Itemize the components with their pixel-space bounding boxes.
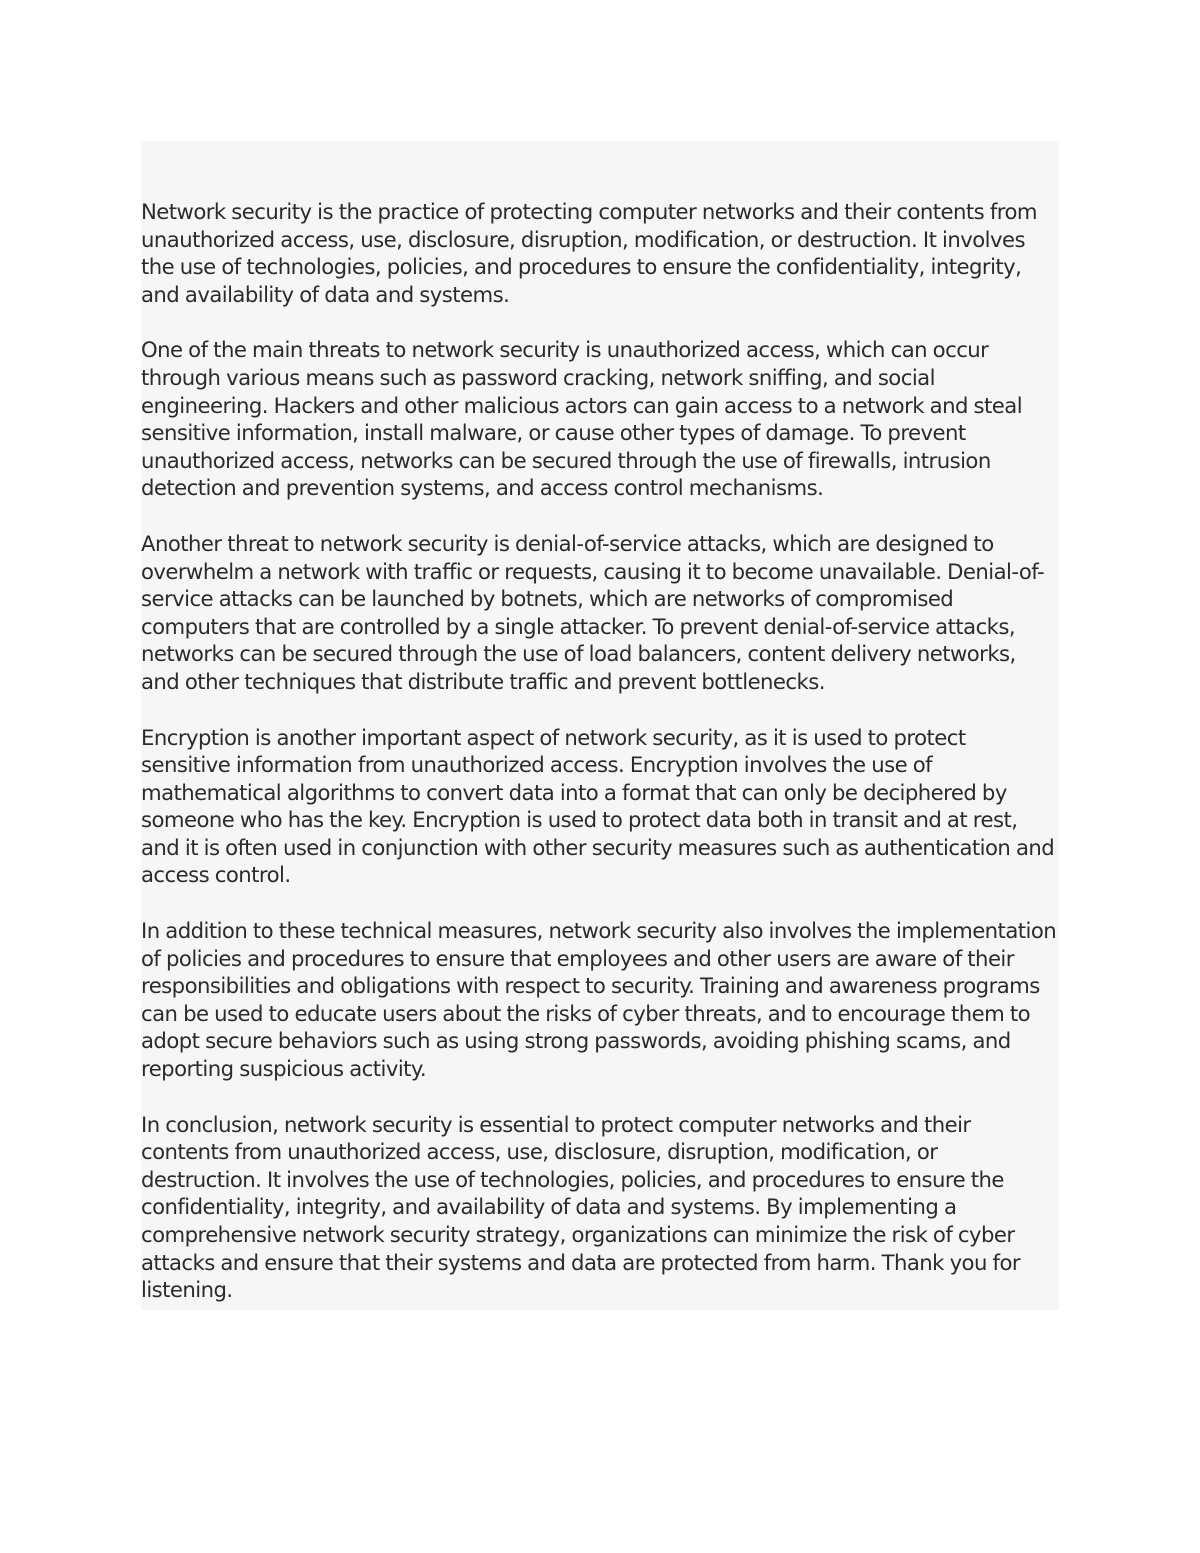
paragraph-denial-of-service: Another threat to network security is denial-of-service attacks, which are designed to overwhelm a network with traffic or requests, causing it to become unavailable. Denial-of-service attacks can be launched by botnets, which are networks of compromised computers that are controlled by a single attacker. To prevent denial-of-service attacks, networks can be secured through the use of load balancers, content delivery networks, and other techniques that distribute traffic and prevent bottlenecks. [141, 530, 1045, 694]
text-block [141, 141, 1059, 1310]
paragraph-unauthorized-access: One of the main threats to network security is unauthorized access, which can occur through various means such as password cracking, network sniffing, and social engineering. Hackers and other malicious actors can gain access to a network and steal sensitive information, install malware, or cause other types of damage. To prevent unauthorized access, networks can be secured through the use of firewalls, intrusion detection and prevention systems, and access control mechanisms. [141, 337, 1023, 501]
paragraph-intro: Network security is the practice of protecting computer networks and their contents from unauthorized access, use, disclosure, disruption, modification, or destruction. It involves the use of technologies, policies, and procedures to ensure the confidentiality, integrity, and availability of data and systems. [141, 199, 1037, 307]
paragraph-policies-training: In addition to these technical measures, network security also involves the implementation of policies and procedures to ensure that employees and other users are aware of their responsibilities and obligations with respect to security. Training and awareness programs can be used to educate users about the risks of cyber threats, and to encourage them to adopt secure behaviors such as using strong passwords, avoiding phishing scams, and reporting suspicious activity. [141, 918, 1057, 1082]
paragraph-conclusion: In conclusion, network security is essential to protect computer networks and their contents from unauthorized access, use, disclosure, disruption, modification, or destruction. It involves the use of technologies, policies, and procedures to ensure the confidentiality, integrity, and availability of data and systems. By implementing a comprehensive network security strategy, organizations can minimize the risk of cyber attacks and ensure that their systems and data are protected from harm. Thank you for listening. [141, 1111, 1021, 1303]
paragraph-encryption: Encryption is another important aspect of network security, as it is used to protect sensitive information from unauthorized access. Encryption involves the use of mathematical algorithms to convert data into a format that can only be deciphered by someone who has the key. Encryption is used to protect data both in transit and at rest, and it is often used in conjunction with other security measures such as authentication and access control. [141, 724, 1055, 888]
